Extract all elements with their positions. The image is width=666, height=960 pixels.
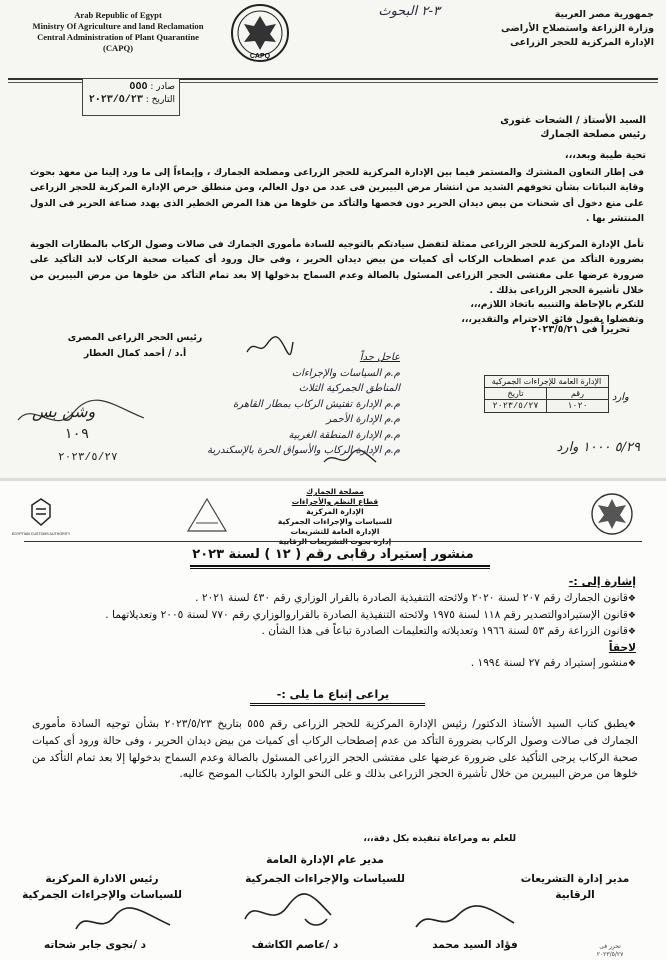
customs-circular [0, 481, 666, 960]
handwritten-note: وشن بس [32, 402, 96, 421]
subsequent-heading: لاحقاً [608, 641, 636, 654]
addressee-title: رئيس مصلحة الجمارك [540, 129, 646, 140]
registry-label: وارد [612, 392, 629, 403]
incoming-registry-stamp [484, 375, 609, 413]
issue-date-label: تحرر فى [599, 943, 621, 950]
sig-title-line: للسياسات والإجراءات الجمركية [22, 889, 182, 901]
outgoing-number-box: صادر : ٥٥٥ التاريخ : ٢٠٢٣/٥/٢٣ [82, 78, 180, 116]
handwritten-date: ٢٠٢٣/٥/٢٧ [58, 452, 118, 464]
capq-letter [0, 0, 666, 478]
capq-logo-text: CAPQ [249, 53, 271, 60]
circular-letterhead [260, 487, 410, 547]
signature-scribble-icon [410, 903, 520, 937]
handwritten-annotation-left [14, 396, 164, 476]
letterhead-en-line: Central Administration of Plant Quarantine [37, 32, 199, 42]
law-item: ❖ قانون الزراعة رقم ٥٣ لسنة ١٩٦٦ وتعديلاته والتعليمات الصادرة تباعاً فى هذا الشأن . [40, 624, 636, 641]
sig-title-line: رئيس الادارة المركزية [45, 873, 159, 885]
circular-header-line: الإدارة العامة للتشريعات [290, 527, 380, 536]
handwritten-number: ١٠٩ [64, 427, 90, 443]
signature-column-2 [210, 871, 440, 887]
outgoing-number: ٥٥٥ [129, 82, 148, 93]
signature-column-3 [12, 871, 192, 903]
distribution-list [200, 350, 400, 459]
addressee: السيد الأستاذ / الشحات غتورى [500, 115, 646, 126]
issue-date-small [580, 943, 640, 959]
circular-title: منشور إستيراد رقابى رقم ( ١٢ ) لسنة ٢٠٢٣ [192, 547, 474, 562]
reference-heading: إشارة إلى :- [568, 575, 636, 588]
addressee-block [346, 114, 646, 142]
sig-title-line: مدير إدارة التشريعات [520, 873, 630, 885]
distribution-item: المناطق الجمركية الثلاث [298, 383, 400, 394]
registry-header: رقم [546, 388, 608, 399]
circular-header-line: الإدارة المركزية [306, 507, 364, 516]
signer-title: رئيس الحجر الزراعى المصرى [67, 332, 203, 343]
letterhead-en-line: Ministry Of Agriculture and land Reclamation [32, 21, 204, 31]
handwritten-annotation-right: ٥/٢٩ ١٠٠٠ وارد [556, 440, 640, 455]
customs-logo-text: EGYPTIAN CUSTOMS AUTHORITY [11, 532, 71, 536]
instructions-underline [250, 703, 425, 706]
letterhead-en-line: (CAPQ) [102, 43, 134, 53]
signer-name: أ.د / أحمد كمال العطار [83, 348, 187, 359]
closing-line: وتفضلوا بقبول فائق الاحترام والتقدير،،، [461, 314, 644, 326]
letterhead-en-line: Arab Republic of Egypt [74, 10, 162, 20]
circular-note: للعلم به ومراعاة تنفيذه بكل دقة،،، [363, 834, 516, 844]
customs-authority-logo-icon [11, 495, 71, 537]
signer-name-2: د /عاصم الكاشف [251, 939, 339, 951]
outgoing-date-label: التاريخ [151, 95, 175, 105]
distribution-item: م.م الإدارة الأحمر [326, 414, 400, 425]
letterhead-arabic [434, 8, 654, 50]
registry-number: ١٠٢٠ [546, 400, 608, 412]
distribution-item: م.م الإدارة تفتيش الركاب بمطار القاهرة [232, 398, 400, 410]
signature-column-1 [500, 871, 650, 903]
outgoing-date: ٢٠٢٣/٥/٢٣ [88, 95, 143, 106]
law-item: ❖ قانون الجمارك رقم ٢٠٧ لسنة ٢٠٢٠ ولائحته التنفيذية الصادرة بالقرار الوزاري رقم ٤٣٠ لسنة ٢٠٢١ . [40, 591, 636, 608]
distribution-item: م.م الإدارة المنطقة الغربية [288, 429, 400, 441]
circular-header-line: للسياسات والإجراءات الجمركية [277, 517, 393, 526]
letter-paragraph-1: فى إطار التعاون المشترك والمستمر فيما بين الإدارة المركزية للحجر الزراعى ومصلحة الجمارك ، وإيماءاً إلى ما ورد إلينا من معهد بحوث وقاية النباتات بشأن تخوفهم الشديد من انتشار مرض البيبرين فى عدد من دول العالم، ومن منطلق حرص الإدارة المركزية للحجر الزراعى على منع دخول أى شحنات من بيض ديدان الحرير دون فحصها والتأكد من خلوها من هذا المرض الخطير الذى يهدد صناعة الحرير فى الدول المنتشر بها . [30, 167, 644, 224]
registry-date: ٢٠٢٣/٥/٢٧ [492, 401, 539, 411]
circular-body: ❖ يطبق كتاب السيد الأستاذ الدكتور/ رئيس الإدارة المركزية للحجر الزراعى رقم ٥٥٥ بتاريخ ٢٠٢٣/٥/٢٣ بشأن توجيه السادة مأمورى الجمارك فى صالات وصول الركاب بضرورة التأكد من عدم إصطحاب الركاب أى كميات من بيض ديدان الحرير ، وفى حالة ورود أى كميات صحبة الركاب يرجى التأكيد على ضرورة عرضها على مفتشى الحجر الزراعى المسئول بالصالة وعدم السماح بدخولها إلا بعد تمام التأكد من خلوها من مرض البيبرين من خلال تأشيرة الحجر الزراعى بذلك و على النحو الوارد بالكتاب الموضح عاليه. [32, 716, 638, 783]
capq-seal-icon [230, 2, 290, 64]
letterhead-ar-line: وزارة الزراعة واستصلاح الأراضى [501, 23, 654, 34]
urgent-note: عاجل جداً [359, 352, 400, 363]
closing-line: للتكرم بالإحاطة والتنبيه باتخاذ اللازم،،، [470, 299, 644, 310]
general-manager-title: مدير عام الإدارة العامة [266, 853, 384, 866]
signature-scribble-icon [235, 889, 345, 937]
signer-name-1: فؤاد السيد محمد [432, 939, 518, 951]
registry-header: تاريخ [507, 389, 524, 398]
signatures-block [0, 853, 666, 960]
distribution-item: م.م الإدارة الركاب والأسواق الحرة بالإسكندرية [207, 445, 400, 456]
outgoing-label: صادر [156, 82, 175, 92]
law-item: ❖ قانون الإستيرادوالتصدير رقم ١١٨ لسنة ١٩٧٥ ولائحته التنفيذية الصادرة بالقراروالوزاري رقم ٧٧٠ لسنة ٢٠٠٥ وتعديلاتهما . [40, 608, 636, 625]
circular-header-line: قطاع النظم والأجراءات [291, 497, 379, 506]
greeting: تحية طيبة وبعد،،، [564, 150, 646, 161]
sig-title-line: الرقابية [555, 889, 595, 901]
letter-date: تحريراً فى ٢٠٢٣/٥/٢١ [530, 324, 630, 335]
issue-date-value: ٢٠٢٣/٥/٢٧ [596, 951, 624, 958]
instructions-heading: يراعى إتباع ما يلى :- [276, 688, 390, 701]
signer-name-3: د /نجوى جابر شحاته [43, 939, 147, 951]
letter-paragraph-2: تأمل الإدارة المركزية للحجر الزراعى ممثلة لتفضل سيادتكم بالتوجيه للسادة مأمورى الجمارك فى صالات وصول الركاب بالمطارات الجوية بضرورة التأكد من عدم اصطحاب الركاب أى كميات من بيض ديدان الحرير ، وفى حال ورود أى كميات صحبة الركاب لابد التأكيد على ضرورة عرضها على مفتشى الحجر الزراعى المسئول بالصالة وعدم السماح بدخولها إلا بعد تمام التأكد من خلوها من مرض البيبرين من خلال تأشيرة الحجر الزراعى بذلك . [30, 239, 644, 296]
signature-scribble-icon [70, 903, 180, 941]
circular-header-divider [24, 541, 642, 542]
sig-title-line: للسياسات والإجراءات الجمركية [245, 873, 405, 885]
letterhead-english [8, 10, 228, 54]
letter-closing [30, 297, 644, 328]
distribution-item: م.م السياسات والإجراءات [291, 367, 400, 379]
circular-header-line: مصلحة الجمارك [306, 487, 364, 496]
letterhead-ar-line: جمهورية مصر العربية [554, 9, 654, 20]
referenced-laws [40, 591, 636, 673]
law-item: ❖ منشور إستيراد رقم ٢٧ لسنة ١٩٩٤ . [40, 656, 636, 673]
signature-scribble-icon [320, 448, 380, 470]
customs-department-logo-icon [184, 495, 230, 535]
title-underline [190, 565, 490, 569]
circular-header-line [260, 537, 410, 547]
top-handwritten-stamp: ٣-٢ البحوث [378, 4, 440, 19]
registry-title: الإدارة العامة للإجراءات الجمركية [491, 377, 602, 386]
eagle-emblem-icon [590, 491, 634, 537]
letterhead-ar-line: الإدارة المركزية للحجر الزراعى [510, 37, 654, 48]
